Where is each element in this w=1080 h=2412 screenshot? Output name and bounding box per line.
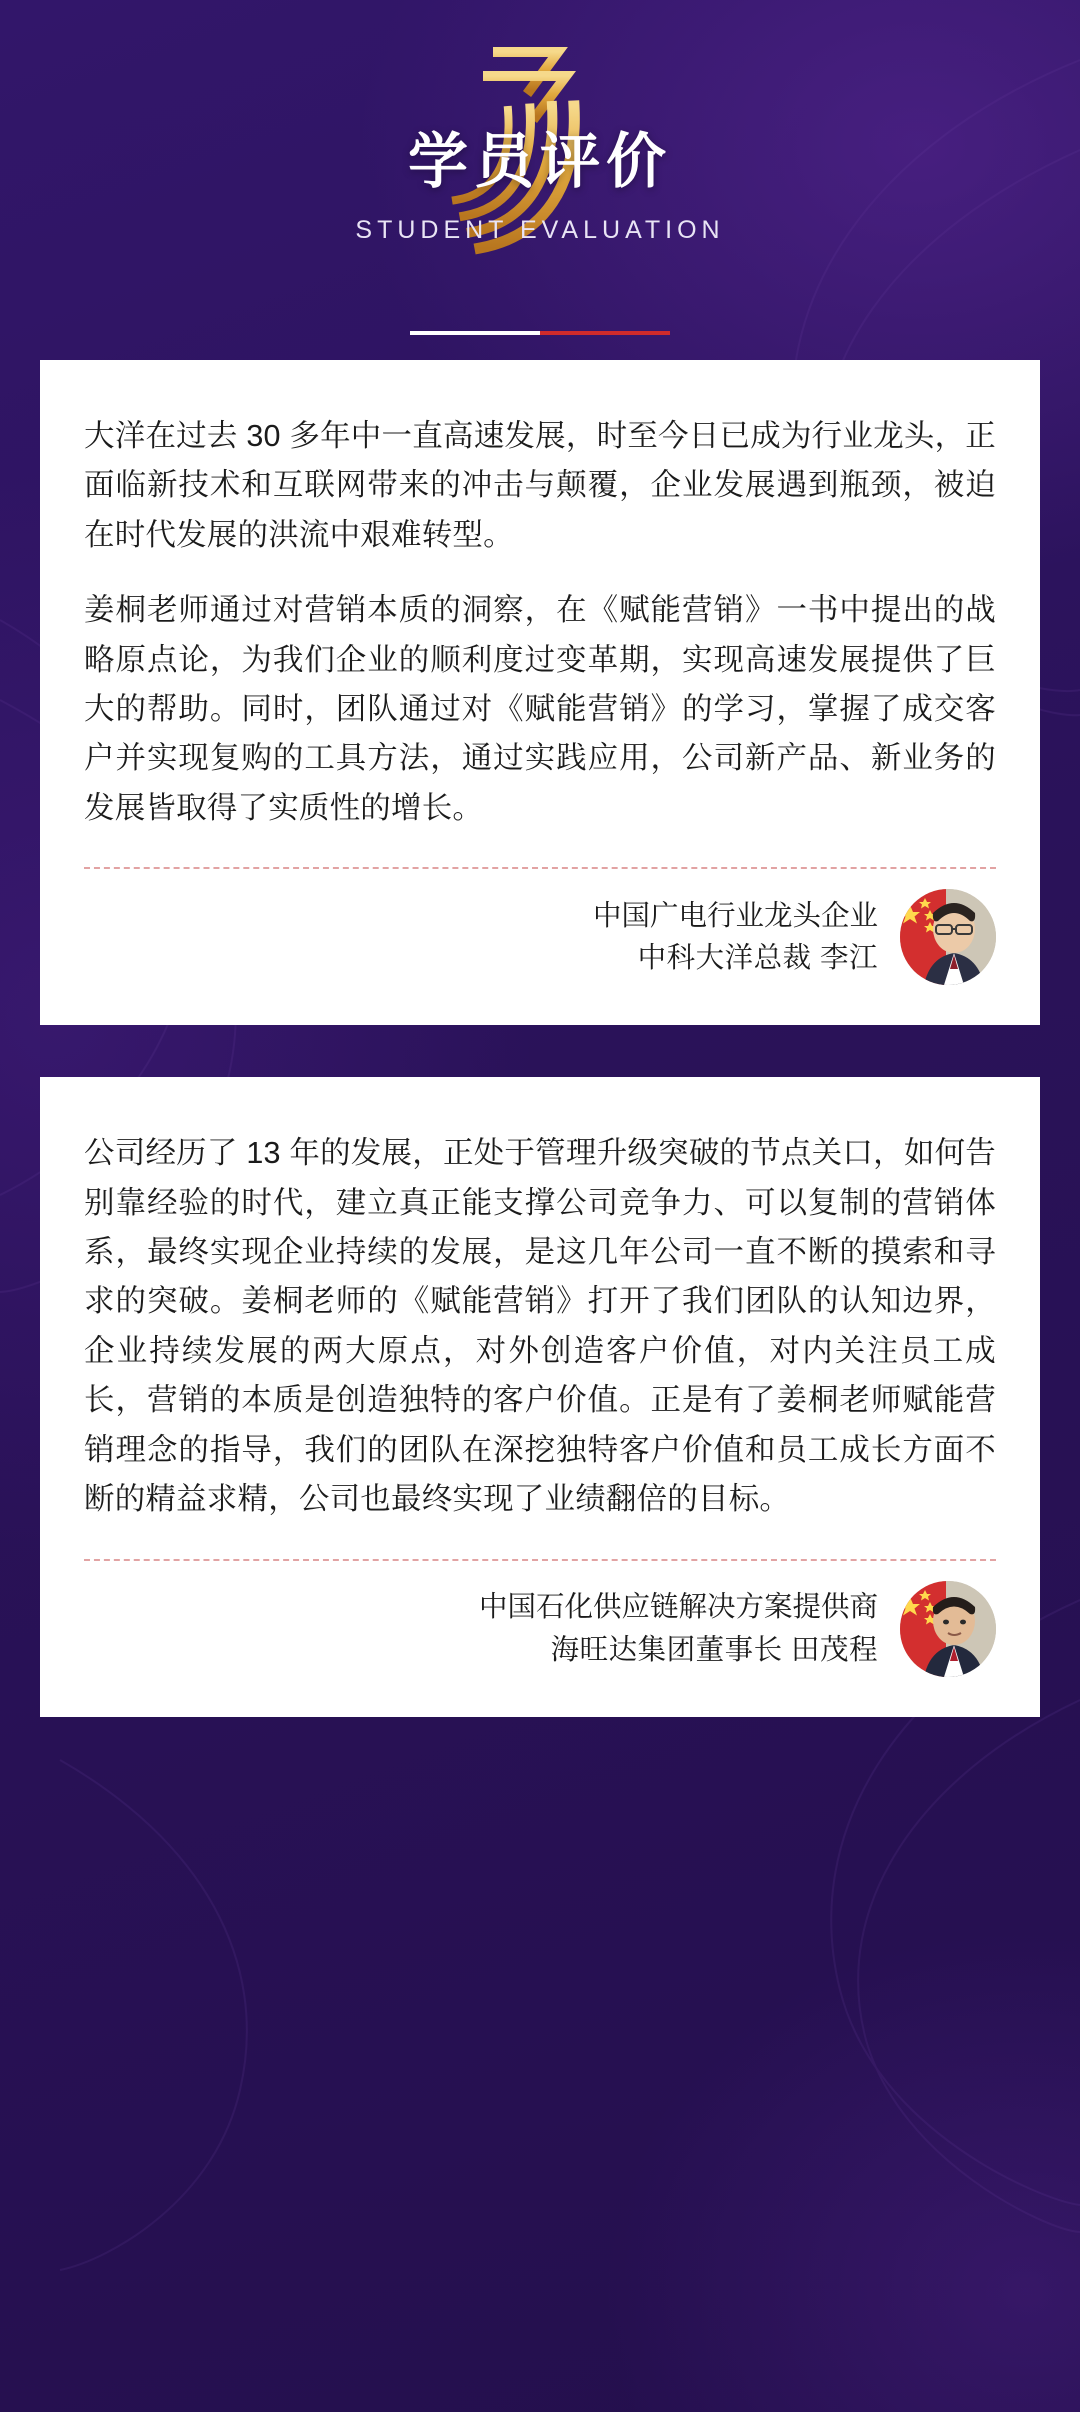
testimonial-paragraph: 大洋在过去 30 多年中一直高速发展，时至今日已成为行业龙头，正面临新技术和互联网带来的冲击与颠覆，企业发展遇到瓶颈，被迫在时代发展的洪流中艰难转型。 xyxy=(84,419,996,552)
avatar xyxy=(900,889,996,985)
card-dashed-divider xyxy=(84,867,996,869)
testimonial-card xyxy=(40,1077,1040,1716)
testimonial-paragraph: 公司经历了 13 年的发展，正处于管理升级突破的节点关口，如何告别靠经验的时代，建立真正能支撑公司竞争力、可以复制的营销体系，最终实现企业持续的发展，是这几年公司一直不断的摸索和寻求的突破。姜桐老师的《赋能营销》打开了我们团队的认知边界，企业持续发展的两大原点，对外创造客户价值，对内关注员工成长，营销的本质是创造独特的客户价值。正是有了姜桐老师赋能营销理念的指导，我们的团队在深挖独特客户价值和员工成长方面不断的精益求精，公司也最终实现了业绩翻倍的目标。 xyxy=(84,1136,996,1517)
testimonial-card xyxy=(40,360,1040,1025)
divider-red-segment xyxy=(540,331,670,335)
card-dashed-divider xyxy=(84,1559,996,1561)
page-title: 学员评价 xyxy=(408,128,672,195)
portrait-with-flag-icon xyxy=(900,889,996,985)
testimonial-signature xyxy=(84,889,996,985)
signature-company: 中国石化供应链解决方案提供商 xyxy=(478,1590,878,1623)
page-subtitle: STUDENT EVALUATION xyxy=(355,216,725,244)
portrait-with-flag-icon xyxy=(900,1581,996,1677)
testimonial-list xyxy=(0,360,1080,1717)
signature-text xyxy=(479,1586,878,1672)
avatar xyxy=(900,1581,996,1677)
signature-name: 海旺达集团董事长 田茂程 xyxy=(550,1633,878,1666)
divider-white-segment xyxy=(410,331,540,335)
signature-company: 中国广电行业龙头企业 xyxy=(592,899,878,932)
header xyxy=(0,0,1080,360)
title-divider xyxy=(410,331,670,335)
testimonial-signature xyxy=(84,1581,996,1677)
signature-name: 中科大洋总裁 李江 xyxy=(637,942,878,975)
testimonial-paragraph: 姜桐老师通过对营销本质的洞察，在《赋能营销》一书中提出的战略原点论，为我们企业的顺利度过变革期，实现高速发展提供了巨大的帮助。同时，团队通过对《赋能营销》的学习，掌握了成交客户并实现复购的工具方法，通过实践应用，公司新产品、新业务的发展皆取得了实质性的增长。 xyxy=(84,593,996,825)
signature-text xyxy=(593,895,878,981)
